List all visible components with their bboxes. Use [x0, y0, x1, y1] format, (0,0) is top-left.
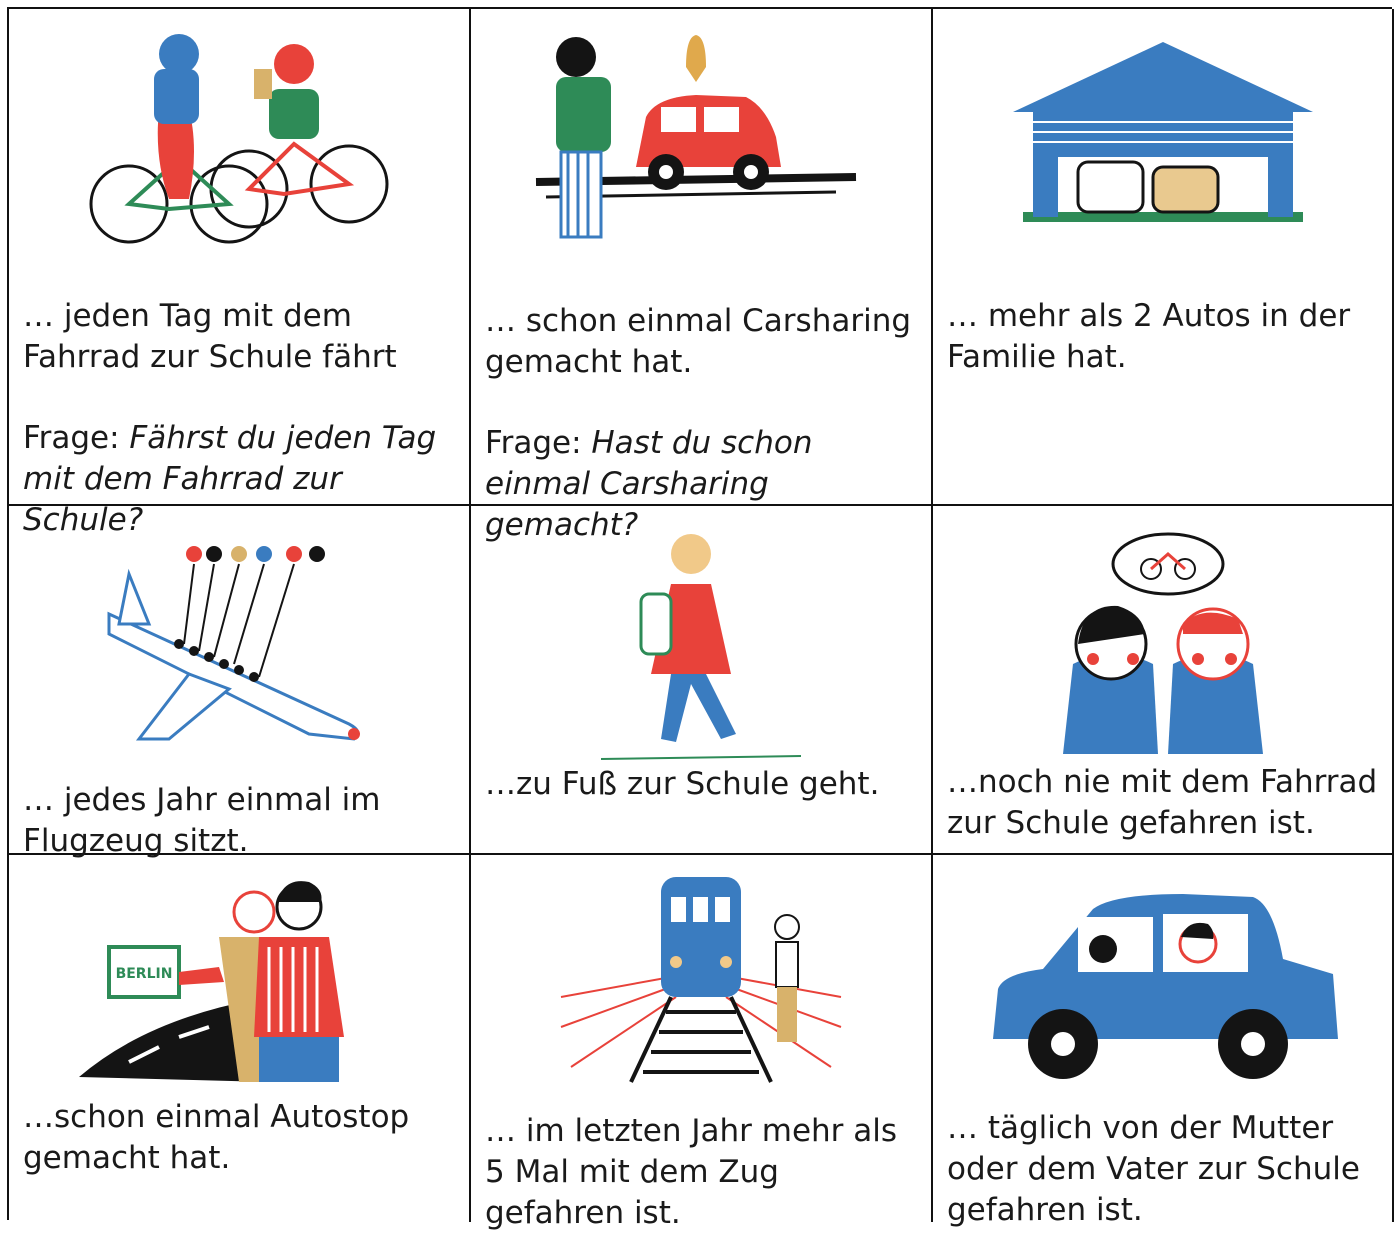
card-train [471, 855, 933, 1231]
card-caption: …noch nie mit dem Fahrrad zur Schule gefahren ist. [947, 764, 1378, 841]
card-never-bike [933, 506, 1394, 855]
blue-car-family-icon [933, 879, 1392, 1089]
card-caption: … jedes Jahr einmal im Flugzeug sitzt. [23, 782, 381, 859]
card-caption: … jeden Tag mit dem Fahrrad zur Schule fährt [23, 298, 397, 375]
card-caption: … im letzten Jahr mehr als 5 Mal mit dem Zug gefahren ist. [485, 1113, 898, 1231]
card-parents-drive [933, 855, 1394, 1228]
card-two-cars [933, 9, 1394, 506]
card-hitchhike [9, 855, 471, 1222]
question-text: Fährst du jeden Tag mit dem Fahrrad zur Schule? [23, 420, 437, 538]
card-caption: … mehr als 2 Autos in der Familie hat. [947, 298, 1351, 375]
question-label: Frage: [23, 420, 120, 456]
card-caption: …schon einmal Autostop gemacht hat. [23, 1099, 410, 1176]
card-caption: … täglich von der Mutter oder dem Vater zur Schule gefahren ist. [947, 1110, 1360, 1228]
card-caption: … schon einmal Carsharing gemacht hat. [485, 303, 912, 380]
girl-walking-icon [471, 524, 931, 764]
kids-thinking-bike-icon [933, 524, 1392, 754]
card-carsharing [471, 9, 933, 543]
airplane-passengers-icon [9, 524, 469, 754]
question-label: Frage: [485, 425, 582, 461]
garage-two-cars-icon [933, 37, 1392, 237]
children-cycling-icon [9, 19, 469, 249]
card-airplane [9, 506, 471, 859]
hitchhikers-berlin-icon [9, 867, 469, 1087]
berlin-sign-text: BERLIN [115, 966, 173, 982]
card-walking [471, 506, 933, 855]
carsharing-app-icon [471, 27, 931, 247]
train-tracks-icon [471, 867, 931, 1087]
question-text: Hast du schon einmal Carsharing gemacht? [485, 425, 813, 543]
activity-card-grid [7, 7, 1392, 1231]
card-bike-daily [9, 9, 471, 538]
card-caption: …zu Fuß zur Schule geht. [485, 766, 880, 802]
